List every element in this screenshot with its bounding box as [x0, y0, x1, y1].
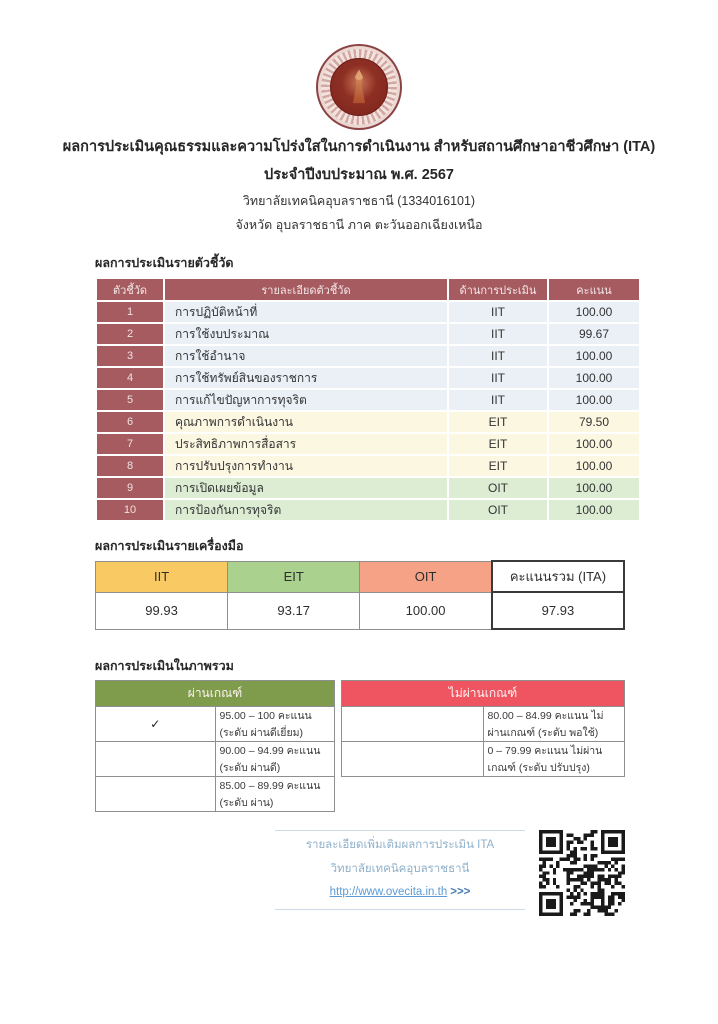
assessment-side: EIT — [449, 434, 547, 454]
indicator-score: 100.00 — [549, 500, 639, 520]
col-indicator-detail: รายละเอียดตัวชี้วัด — [165, 279, 447, 300]
indicator-score: 100.00 — [549, 346, 639, 366]
indicators-header-row — [97, 279, 639, 300]
assessment-side: OIT — [449, 500, 547, 520]
assessment-side: IIT — [449, 302, 547, 322]
overall-section-title: ผลการประเมินในภาพรวม — [95, 659, 234, 673]
indicator-no: 10 — [97, 500, 163, 520]
link-arrows: >>> — [450, 886, 471, 898]
assessment-side: IIT — [449, 346, 547, 366]
fail-header-row — [342, 681, 625, 707]
indicator-no: 8 — [97, 456, 163, 476]
table-row — [97, 324, 639, 344]
indicator-no: 1 — [97, 302, 163, 322]
indicator-score: 100.00 — [549, 478, 639, 498]
criteria-row — [342, 707, 625, 742]
ita-total-header: คะแนนรวม (ITA) — [492, 561, 624, 592]
table-row — [97, 434, 639, 454]
pass-header-row — [96, 681, 335, 707]
indicator-detail: การป้องกันการทุจริต — [165, 500, 447, 520]
indicator-score: 100.00 — [549, 368, 639, 388]
ovec-seal-icon — [316, 44, 402, 130]
indicator-detail: การใช้อำนาจ — [165, 346, 447, 366]
indicator-score: 99.67 — [549, 324, 639, 344]
iit-header: IIT — [96, 561, 228, 592]
page-title: ผลการประเมินคุณธรรมและความโปร่งใสในการดำเนินงาน สำหรับสถานศึกษาอาชีวศึกษา (ITA) — [62, 139, 656, 155]
indicator-detail: การปฏิบัติหน้าที่ — [165, 302, 447, 322]
indicator-detail: การใช้งบประมาณ — [165, 324, 447, 344]
fail-criteria-table — [341, 680, 625, 777]
checkbox-cell — [96, 777, 216, 812]
indicator-score: 100.00 — [549, 456, 639, 476]
table-row — [97, 412, 639, 432]
tools-table — [95, 560, 625, 630]
ita-total-score: 97.93 — [492, 592, 624, 629]
table-row — [97, 478, 639, 498]
col-score: คะแนน — [549, 279, 639, 300]
institution-line: วิทยาลัยเทคนิคอุบลราชธานี (1334016101) — [242, 194, 476, 208]
criteria-row — [342, 742, 625, 777]
fiscal-year-line: ประจำปีงบประมาณ พ.ศ. 2567 — [264, 166, 454, 183]
criteria-label: 0 – 79.99 คะแนน ไม่ผ่านเกณฑ์ (ระดับ ปรับปรุง) — [483, 742, 625, 777]
indicators-section-title: ผลการประเมินรายตัวชี้วัด — [95, 256, 234, 270]
indicator-detail: การปรับปรุงการทำงาน — [165, 456, 447, 476]
criteria-row — [96, 742, 335, 777]
tools-value-row — [96, 592, 625, 629]
table-row — [97, 500, 639, 520]
assessment-side: IIT — [449, 390, 547, 410]
indicator-score: 100.00 — [549, 302, 639, 322]
indicator-no: 3 — [97, 346, 163, 366]
indicator-no: 2 — [97, 324, 163, 344]
qr-code — [539, 830, 625, 916]
assessment-side: IIT — [449, 324, 547, 344]
overall-tables — [95, 680, 625, 812]
indicator-no: 7 — [97, 434, 163, 454]
indicator-detail: การแก้ไขปัญหาการทุจริต — [165, 390, 447, 410]
logo-container — [0, 0, 718, 130]
title-block — [0, 140, 718, 231]
indicator-detail: คุณภาพการดำเนินงาน — [165, 412, 447, 432]
indicator-detail: การใช้ทรัพย์สินของราชการ — [165, 368, 447, 388]
footer-link-line — [275, 887, 525, 899]
checkbox-cell — [96, 742, 216, 777]
indicator-no: 6 — [97, 412, 163, 432]
pass-header: ผ่านเกณฑ์ — [96, 681, 335, 707]
indicator-detail: การเปิดเผยข้อมูล — [165, 478, 447, 498]
iit-score: 99.93 — [96, 592, 228, 629]
checkbox-cell — [342, 707, 484, 742]
fail-header: ไม่ผ่านเกณฑ์ — [342, 681, 625, 707]
eit-header: EIT — [228, 561, 360, 592]
criteria-row — [96, 777, 335, 812]
footer — [95, 830, 625, 916]
ovec-seal-center — [330, 58, 388, 116]
indicator-no: 9 — [97, 478, 163, 498]
footer-line1: รายละเอียดเพิ่มเติมผลการประเมิน ITA — [305, 839, 495, 851]
checkbox-cell — [342, 742, 484, 777]
eit-score: 93.17 — [228, 592, 360, 629]
pass-criteria-table — [95, 680, 335, 812]
tools-section-title: ผลการประเมินรายเครื่องมือ — [95, 539, 244, 553]
indicator-score: 100.00 — [549, 434, 639, 454]
table-row — [97, 456, 639, 476]
province-region-line: จังหวัด อุบลราชธานี ภาค ตะวันออกเฉียงเหนือ — [235, 217, 483, 232]
assessment-side: IIT — [449, 368, 547, 388]
criteria-row — [96, 707, 335, 742]
tools-header-row — [96, 561, 625, 592]
ovecita-link[interactable]: http://www.ovecita.in.th — [329, 886, 448, 898]
footer-text-block — [275, 830, 525, 910]
indicator-score: 100.00 — [549, 390, 639, 410]
table-row — [97, 302, 639, 322]
table-row — [97, 346, 639, 366]
assessment-side: EIT — [449, 412, 547, 432]
table-row — [97, 368, 639, 388]
indicator-detail: ประสิทธิภาพการสื่อสาร — [165, 434, 447, 454]
checkmark-icon: ✓ — [96, 707, 216, 742]
indicators-table — [95, 277, 641, 522]
criteria-label: 95.00 – 100 คะแนน (ระดับ ผ่านดีเยี่ยม) — [215, 707, 335, 742]
oit-header: OIT — [360, 561, 492, 592]
indicator-score: 79.50 — [549, 412, 639, 432]
criteria-label: 85.00 – 89.99 คะแนน (ระดับ ผ่าน) — [215, 777, 335, 812]
criteria-label: 90.00 – 94.99 คะแนน (ระดับ ผ่านดี) — [215, 742, 335, 777]
footer-line2: วิทยาลัยเทคนิคอุบลราชธานี — [330, 862, 470, 875]
col-indicator-no: ตัวชี้วัด — [97, 279, 163, 300]
oit-score: 100.00 — [360, 592, 492, 629]
table-row — [97, 390, 639, 410]
assessment-side: OIT — [449, 478, 547, 498]
assessment-side: EIT — [449, 456, 547, 476]
col-assessment-side: ด้านการประเมิน — [449, 279, 547, 300]
indicator-no: 4 — [97, 368, 163, 388]
indicator-no: 5 — [97, 390, 163, 410]
criteria-label: 80.00 – 84.99 คะแนน ไม่ผ่านเกณฑ์ (ระดับ พอใช้) — [483, 707, 625, 742]
